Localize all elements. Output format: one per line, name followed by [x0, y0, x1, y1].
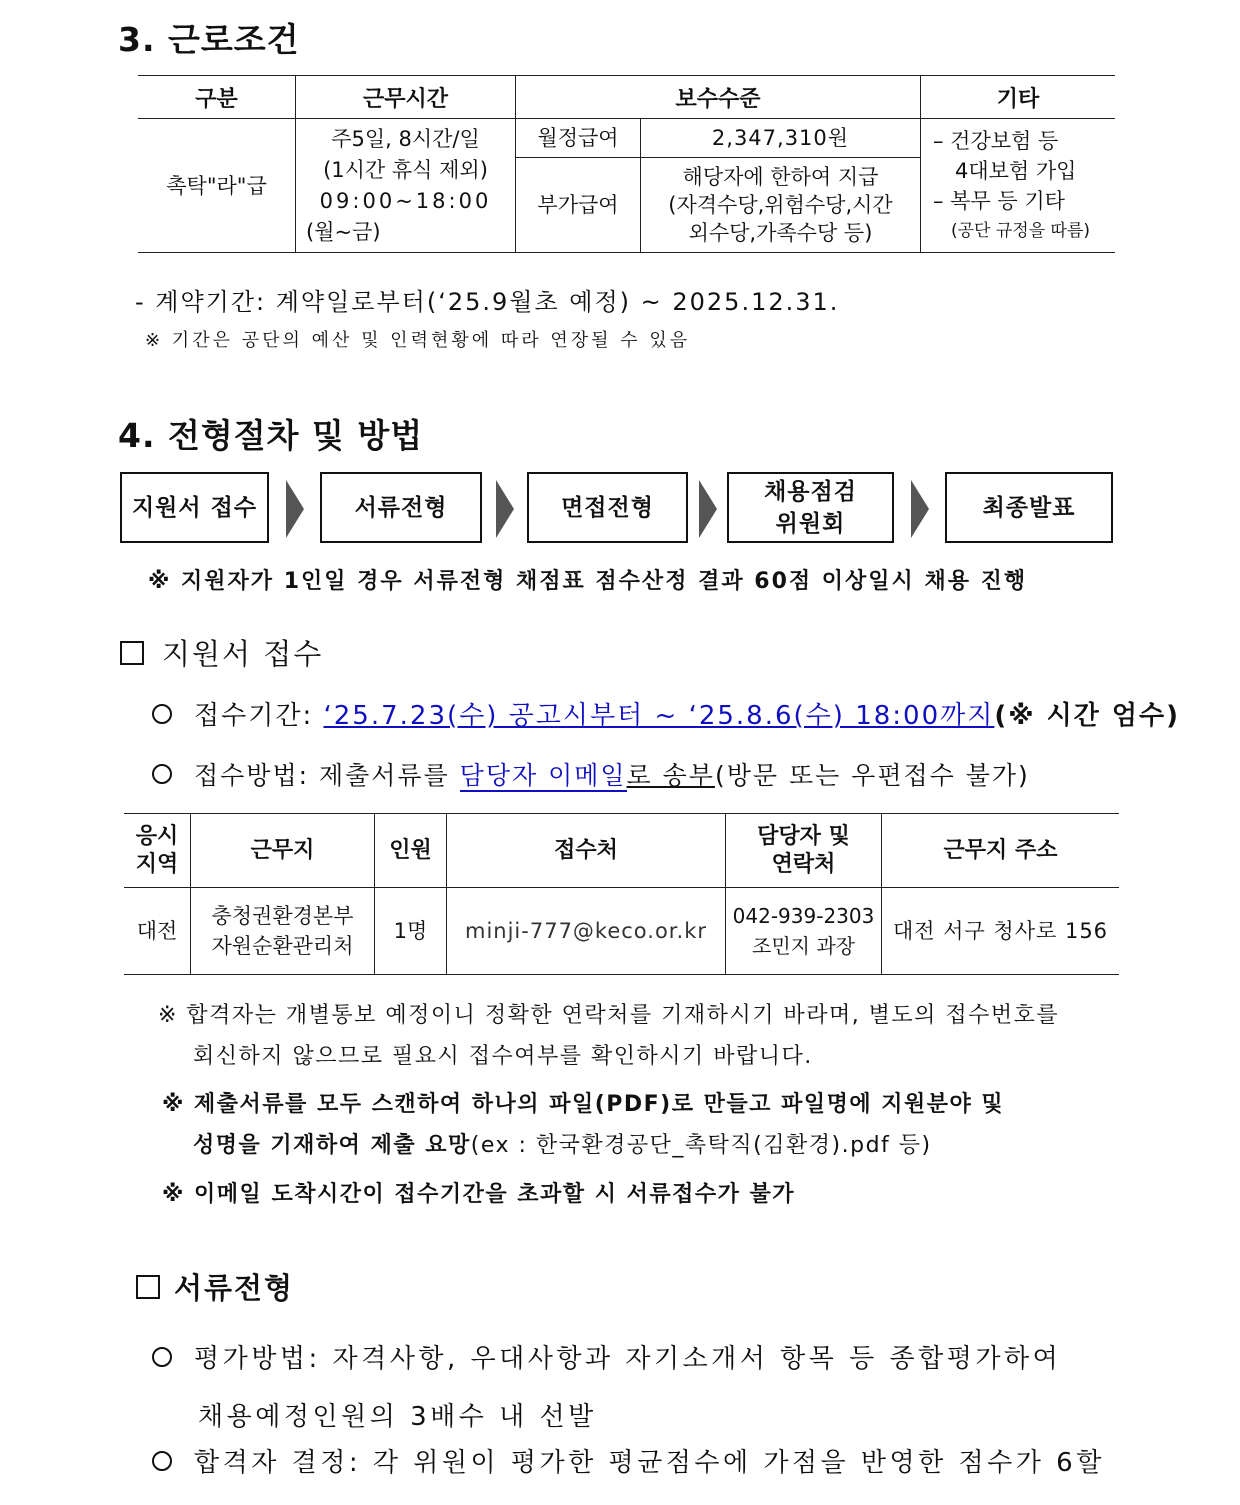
contract-period: - 계약기간: 계약일로부터(‘25.9월초 예정) ~ 2025.12.31. [135, 288, 840, 316]
table-header: 근무지 주소 [882, 814, 1120, 888]
eval-method-text: 채용예정인원의 3배수 내 선발 [198, 1402, 597, 1432]
notice-3: ※ 이메일 도착시간이 접수기간을 초과할 시 서류접수가 불가 [162, 1182, 796, 1207]
step-arrow-icon [699, 480, 717, 538]
pay-value-line: 해당자에 한하여 지급 [682, 165, 879, 189]
work-hours-line: (1시간 휴식 제외) [323, 157, 488, 182]
contact-table [124, 813, 1119, 975]
step-interview: 면접전형 [527, 472, 688, 543]
table-header: 담당자 및 연락처 [726, 814, 882, 888]
table-header: 구분 [138, 76, 296, 119]
circle-bullet-icon [152, 704, 172, 724]
work-conditions-table [138, 75, 1115, 253]
etc-line: – 복무 등 기타 [933, 188, 1065, 213]
notice-1 [158, 995, 1123, 1077]
flow-note: ※ 지원자가 1인일 경우 서류전형 채점표 점수산정 결과 60점 이상일시 채용 진행 [148, 569, 1028, 594]
work-hours-line: 09:00~18:00 [319, 188, 492, 213]
section-4-title: 4. 전형절차 및 방법 [118, 416, 424, 455]
step-application: 지원서 접수 [120, 472, 269, 543]
work-hours-line: (월~금) [306, 219, 381, 244]
step-arrow-icon [911, 480, 929, 538]
notice-line: ※ 합격자는 개별통보 예정이니 정확한 연락처를 기재하시기 바라며, 별도의 접수번호를 [158, 1003, 1060, 1028]
table-header: 근무시간 [296, 76, 516, 119]
category-cell: 촉탁"라"급 [138, 119, 296, 253]
address-cell: 대전 서구 청사로 156 [882, 888, 1120, 975]
notice-line: 회신하지 않으므로 필요시 접수여부를 확인하시기 바랍니다. [193, 1044, 813, 1069]
notice-line: (ex : 한국환경공단_촉탁직(김환경).pdf 등) [470, 1133, 932, 1158]
application-heading-text: 지원서 접수 [162, 637, 324, 671]
contact-cell: 042-939-2303 조민지 과장 [726, 888, 882, 975]
method-mid: 로 송부 [626, 761, 715, 790]
pay-value-line: 외수당,가족수당 등) [688, 221, 873, 245]
section-3-title: 3. 근로조건 [118, 20, 300, 59]
period-label: 접수기간: [194, 701, 324, 731]
step-committee: 채용점검 위원회 [727, 472, 894, 543]
application-heading [120, 632, 323, 673]
decision [152, 1442, 1105, 1479]
circle-bullet-icon [152, 1451, 172, 1471]
checkbox-square-icon [120, 641, 144, 665]
method-label: 접수방법: 제출서류를 [194, 761, 460, 790]
application-method [152, 756, 1030, 792]
etc-cell [921, 119, 1116, 253]
step-arrow-icon [286, 480, 304, 538]
table-header: 근무지 [191, 814, 375, 888]
table-header: 접수처 [447, 814, 726, 888]
work-hours-line: 주5일, 8시간/일 [331, 126, 480, 151]
eval-method [152, 1330, 1061, 1446]
email-cell: minji-777@keco.or.kr [447, 888, 726, 975]
method-highlight: 담당자 이메일 [459, 761, 627, 790]
region-cell: 대전 [124, 888, 191, 975]
table-header: 기타 [921, 76, 1116, 119]
workplace-cell: 충청권환경본부 자원순환관리처 [191, 888, 375, 975]
etc-line: (공단 규정을 따름) [951, 220, 1091, 241]
step-document-review: 서류전형 [320, 472, 482, 543]
work-hours-cell [296, 119, 516, 253]
application-period [152, 695, 1180, 732]
notice-2 [162, 1084, 1122, 1166]
circle-bullet-icon [152, 764, 172, 784]
period-suffix: (※ 시간 엄수) [994, 701, 1180, 731]
pay-label: 부가급여 [516, 158, 641, 253]
etc-line: 4대보험 가입 [955, 158, 1077, 183]
contract-note: ※ 기간은 공단의 예산 및 인력현황에 따라 연장될 수 있음 [145, 330, 691, 351]
eval-method-text: 평가방법: 자격사항, 우대사항과 자기소개서 항목 등 종합평가하여 [194, 1344, 1062, 1374]
table-header: 인원 [375, 814, 447, 888]
pay-value [641, 158, 921, 253]
table-header: 응시 지역 [124, 814, 191, 888]
period-value: ‘25.7.23(수) 공고시부터 ~ ‘25.8.6(수) 18:00까지 [323, 701, 995, 731]
notice-bold: 성명을 기재하여 제출 요망 [193, 1133, 471, 1158]
pay-value: 2,347,310원 [641, 119, 921, 158]
method-suffix: (방문 또는 우편접수 불가) [714, 761, 1030, 790]
table-header: 보수수준 [516, 76, 921, 119]
document-review-heading [136, 1266, 294, 1307]
decision-text: 합격자 결정: 각 위원이 평가한 평균점수에 가점을 반영한 점수가 6할 [194, 1448, 1105, 1478]
pay-value-line: (자격수당,위험수당,시간 [668, 193, 893, 217]
pay-label: 월정급여 [516, 119, 641, 158]
notice-line: ※ 제출서류를 모두 스캔하여 하나의 파일(PDF)로 만들고 파일명에 지원분야 및 [162, 1092, 1005, 1117]
etc-line: – 건강보험 등 [933, 128, 1059, 153]
step-arrow-icon [496, 480, 514, 538]
circle-bullet-icon [152, 1347, 172, 1367]
count-cell: 1명 [375, 888, 447, 975]
document-review-heading-text: 서류전형 [174, 1271, 295, 1305]
step-final: 최종발표 [945, 472, 1113, 543]
checkbox-square-icon [136, 1275, 160, 1299]
